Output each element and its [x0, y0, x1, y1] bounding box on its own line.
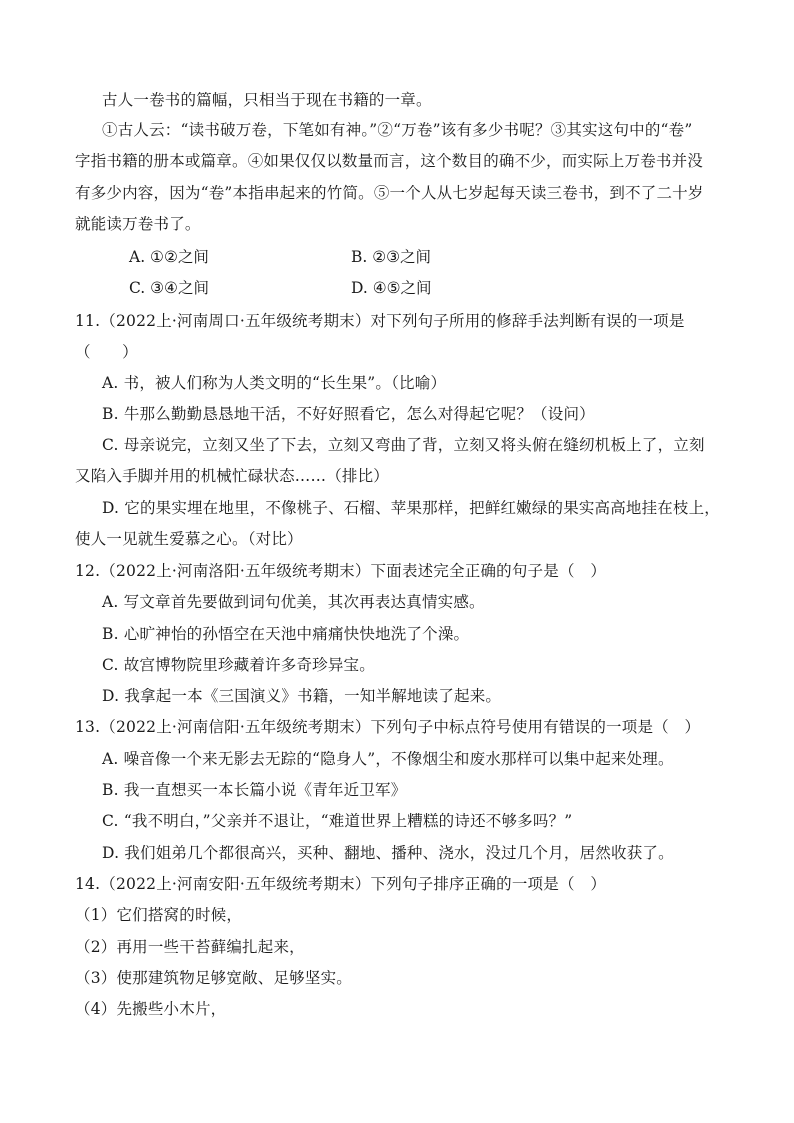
passage-option-b: B. ②③之间	[351, 248, 432, 266]
q13-option-d: D. 我们姐弟几个都很高兴，买种、翻地、播种、浇水，没过几个月，居然收获了。	[102, 844, 674, 862]
q14-item-3: （3）使那建筑物足够宽敞、足够坚实。	[75, 969, 352, 987]
passage-option-d: D. ④⑤之间	[351, 279, 432, 297]
passage-option-c: C. ③④之间	[129, 279, 209, 297]
q14-item-2: （2）再用一些干苔藓编扎起来，	[75, 938, 305, 956]
q13-option-b: B. 我一直想买一本长篇小说《青年近卫军》	[102, 781, 407, 799]
q11-option-d-line-2: 使人一见就生爱慕之心。（对比）	[75, 530, 303, 548]
passage-option-a: A. ①②之间	[129, 248, 209, 266]
q11-option-c-line-2: 又陷入手脚并用的机械忙碌状态……（排比）	[75, 467, 390, 485]
q13-stem: 13.（2022上·河南信阳·五年级统考期末）下列句子中标点符号使用有错误的一项是（ ）	[75, 718, 701, 736]
passage-line-1: ①古人云：“读书破万卷，下笔如有神。”②“万卷”该有多少书呢？③其实这句中的“卷”	[102, 121, 693, 139]
q11-option-c-line-1: C. 母亲说完，立刻又坐了下去，立刻又弯曲了背，立刻又将头俯在缝纫机板上了，立刻	[102, 436, 705, 454]
q12-stem: 12.（2022上·河南洛阳·五年级统考期末）下面表述完全正确的句子是（ ）	[75, 562, 607, 580]
passage-intro: 古人一卷书的篇幅，只相当于现在书籍的一章。	[102, 91, 432, 109]
passage-line-4: 就能读万卷书了。	[75, 215, 201, 233]
q14-item-4: （4）先搬些小木片，	[75, 1000, 227, 1018]
q11-option-b: B. 牛那么勤勤恳恳地干活，不好好照看它，怎么对得起它呢？（设问）	[102, 405, 595, 423]
q13-option-a: A. 噪音像一个来无影去无踪的“隐身人”，不像烟尘和废水那样可以集中起来处理。	[102, 750, 674, 768]
q12-option-a: A. 写文章首先要做到词句优美，其次再表达真情实感。	[102, 593, 485, 611]
q11-option-a: A. 书，被人们称为人类文明的“长生果”。（比喻）	[102, 374, 447, 392]
passage-line-3: 有多少内容，因为“卷”本指串起来的竹简。⑤一个人从七岁起每天读三卷书，到不了二十岁	[75, 184, 704, 202]
q13-option-c: C. “我不明白，”父亲并不退让，“难道世界上糟糕的诗还不够多吗？”	[102, 812, 573, 830]
q12-option-c: C. 故宫博物院里珍藏着许多奇珍异宝。	[102, 656, 375, 674]
q11-stem: 11.（2022上·河南周口·五年级统考期末）对下列句子所用的修辞手法判断有误的一项是	[75, 312, 685, 330]
q11-blank: （ ）	[75, 343, 138, 361]
q14-item-1: （1）它们搭窝的时候，	[75, 906, 243, 924]
passage-line-2: 字指书籍的册本或篇章。④如果仅仅以数量而言，这个数目的确不少，而实际上万卷书并没	[75, 152, 704, 170]
q12-option-b: B. 心旷神怡的孙悟空在天池中痛痛快快地洗了个澡。	[102, 625, 470, 643]
q11-option-d-line-1: D. 它的果实埋在地里，不像桃子、石榴、苹果那样，把鲜红嫩绿的果实高高地挂在枝上，	[102, 499, 720, 517]
q12-option-d: D. 我拿起一本《三国演义》书籍，一知半解地读了起来。	[102, 687, 502, 705]
q14-stem: 14.（2022上·河南安阳·五年级统考期末）下列句子排序正确的一项是（ ）	[75, 875, 607, 893]
